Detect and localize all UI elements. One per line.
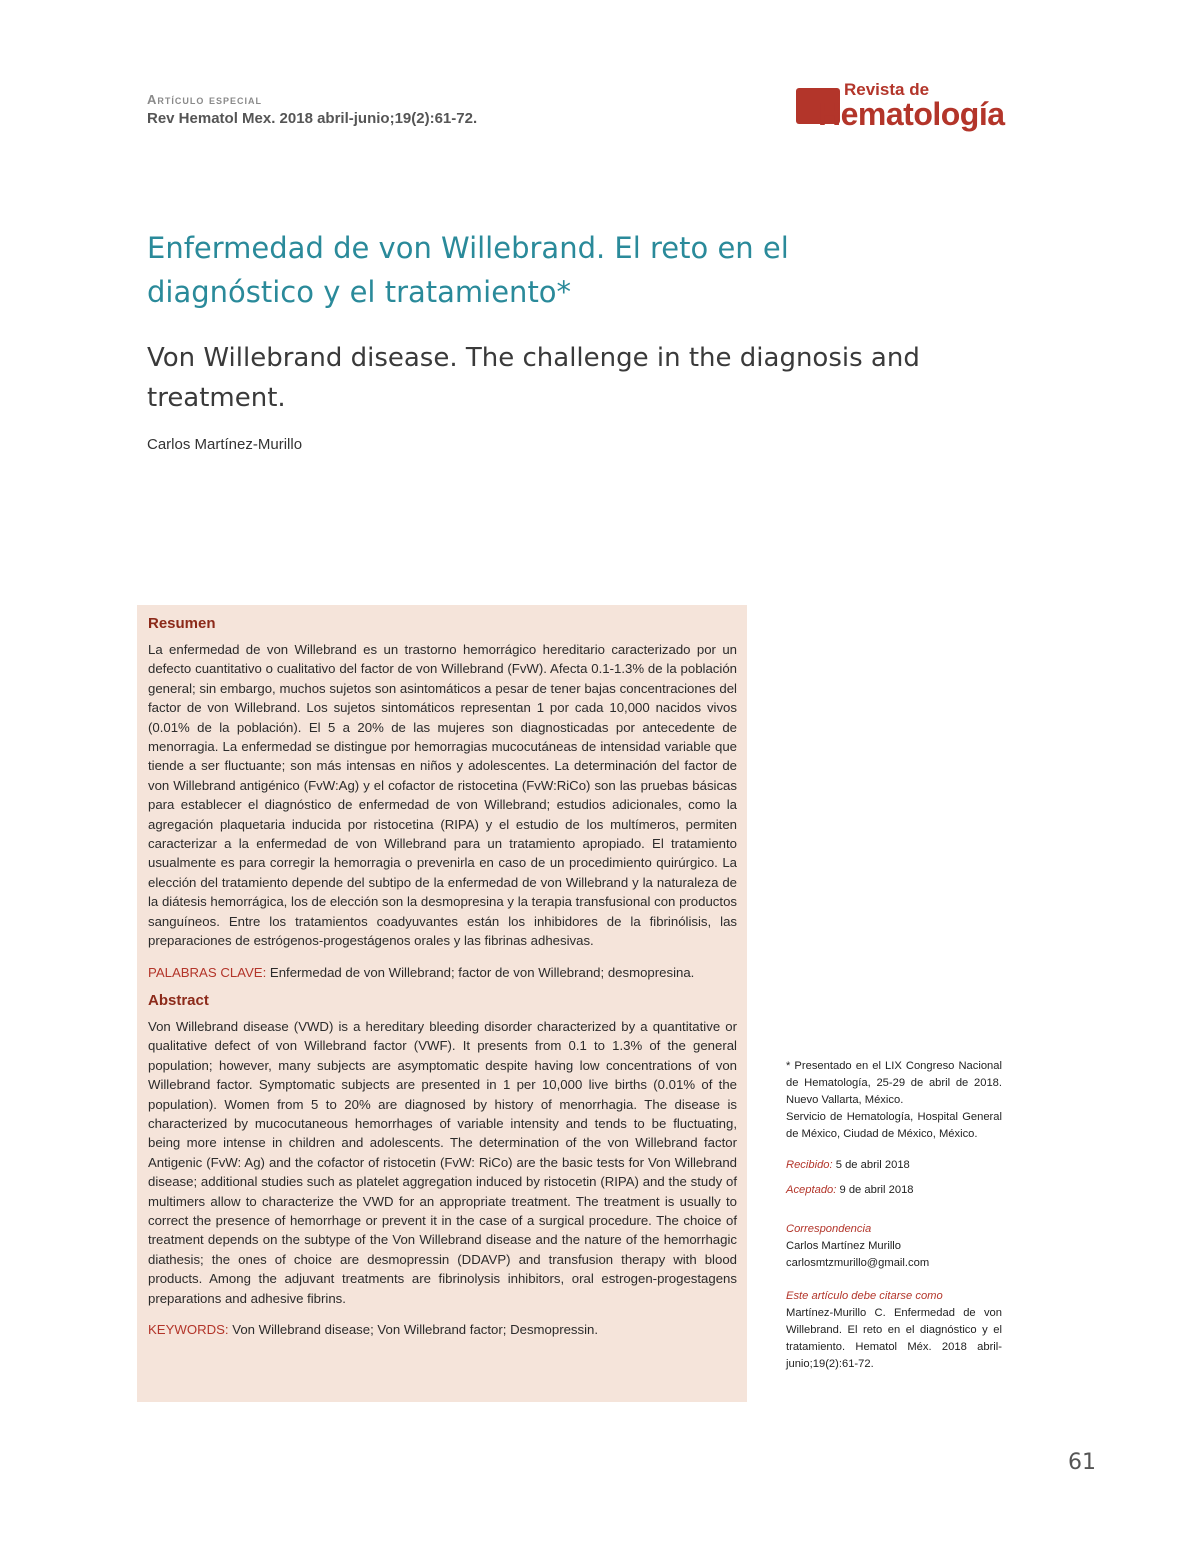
article-title-spanish: Enfermedad de von Willebrand. El reto en el diagnóstico y el tratamiento* <box>147 231 789 309</box>
article-title-english: Von Willebrand disease. The challenge in the diagnosis and treatment. <box>147 343 920 413</box>
cite-as-text: Martínez-Murillo C. Enfermedad de von Willebrand. El reto en el diagnóstico y el tratamiento. Hematol Méx. 2018 abril-junio;19(2):61-72. <box>786 1307 1002 1370</box>
correspondence-name: Carlos Martínez Murillo <box>786 1240 902 1252</box>
journal-citation: Rev Hematol Mex. 2018 abril-junio;19(2):61-72. <box>147 110 478 127</box>
author-name: Carlos Martínez-Murillo <box>147 436 303 453</box>
resumen-body: La enfermedad de von Willebrand es un trastorno hemorrágico hereditario caracterizado por un defecto cuantitativo o cualitativo del factor de von Willebrand (FvW). Afecta 0.1-1.3% de la población general; sin embargo, muchos sujetos son asintomáticos a pesar de tener bajas concentraciones del factor de von Willebrand. Los sujetos sintomáticos representan 1 por cada 10,000 nacidos vivos (0.01% de la población). El 5 a 20% de las mujeres son diagnosticadas por antecedente de menorragia. La enfermedad se distingue por hemorragias mucocutáneas de intensidad variable que tiende a ser fluctuante; son más intensas en niños y adolescentes. La determinación del factor de von Willebrand antigénico (FvW:Ag) y el cofactor de ristocetina (FvW:RiCo) son las pruebas básicas para establecer el diagnóstico de enfermedad de von Willebrand; estudios adicionales, como la agregación plaquetaria inducida por ristocetina (RIPA) y el estudio de los multímeros, permiten caracterizar a la enfermedad de von Willebrand para un tratamiento apropiado. El tratamiento usualmente es para corregir la hemorragia o prevenirla en caso de un procedimiento quirúrgico. La elección del tratamiento depende del subtipo de la enfermedad de von Willebrand y la naturaleza de la diátesis hemorrágica, los de elección son la desmopresina y la terapia transfusional con productos sanguíneos. Entre los tratamientos coadyuvantes están los inhibidores de la fibrinólisis, las preparaciones de estrógenos-progestágenos orales y las fibrinas adhesivas. <box>148 642 737 949</box>
correspondence <box>786 1221 1002 1272</box>
received-label: Recibido: <box>786 1159 833 1171</box>
accepted-label: Aceptado: <box>786 1184 837 1196</box>
abstract-box <box>137 605 747 1402</box>
abstract-heading: Abstract <box>148 991 209 1009</box>
keywords-text: Von Willebrand disease; Von Willebrand factor; Desmopressin. <box>228 1322 599 1337</box>
logo-subtitle: Revista de <box>844 80 930 99</box>
keywords <box>148 1320 737 1339</box>
palabras-clave <box>148 963 737 982</box>
palabras-clave-text: Enfermedad de von Willebrand; factor de von Willebrand; desmopresina. <box>266 964 695 980</box>
affiliation: Servicio de Hematología, Hospital General de México, Ciudad de México, México. <box>786 1111 1002 1140</box>
presentation-footnote: * Presentado en el LIX Congreso Nacional de Hematología, 25-29 de abril de 2018. Nuevo Vallarta, México. <box>786 1060 1002 1106</box>
citation-note <box>786 1288 1002 1373</box>
cite-as-label: Este artículo debe citarse como <box>786 1290 943 1302</box>
received-value: 5 de abril 2018 <box>832 1159 910 1171</box>
palabras-clave-label: PALABRAS CLAVE: <box>148 964 267 980</box>
received-date <box>786 1157 1002 1174</box>
keywords-label: KEYWORDS: <box>148 1322 229 1337</box>
accepted-date <box>786 1182 1002 1199</box>
correspondence-email[interactable]: carlosmtzmurillo@gmail.com <box>786 1257 930 1269</box>
correspondence-label: Correspondencia <box>786 1223 872 1235</box>
journal-logo <box>796 80 1006 136</box>
article-notes <box>786 1058 1002 1373</box>
logo-title: Hematología <box>818 96 1005 132</box>
page-number: 61 <box>1068 1450 1096 1475</box>
abstract-body: Von Willebrand disease (VWD) is a hereditary bleeding disorder characterized by a quantitative or qualitative defect of von Willebrand factor (VWF). It presents from 0.1 to 1.3% of the general population; however, many subjects are asymptomatic despite having low concentrations of von Willebrand factor. Symptomatic subjects are presented in 1 per 10,000 live births (0.01% of the population). Women from 5 to 20% are diagnosed by history of menorrhagia. The disease is characterized by mucocutaneous hemorrhages of variable intensity and tends to be fluctuating, being more intense in children and adolescents. The determination of the von Willebrand factor Antigenic (FvW: Ag) and the cofactor of ristocetin (FvW: RiCo) are the basic tests for Von Willebrand disease; additional studies such as platelet aggregation induced by ristocetin (RIPA) and the study of multimers allow to characterize the VWD for an appropriate treatment. The treatment is usually to correct the presence of hemorrhage or prevent it in the case of a surgical procedure. The choice of treatment depends on the subtype of the Von Willebrand disease and the nature of the hemorrhagic diathesis; the ones of choice are desmopressin (DDAVP) and transfusion therapy with blood products. Among the adjuvant treatments are fibrinolysis inhibitors, oral estrogen-progestagens preparations and adhesive fibrins. <box>148 1018 737 1306</box>
section-label: Artículo especial <box>147 92 263 107</box>
resumen-heading: Resumen <box>148 615 216 632</box>
accepted-value: 9 de abril 2018 <box>836 1184 914 1196</box>
